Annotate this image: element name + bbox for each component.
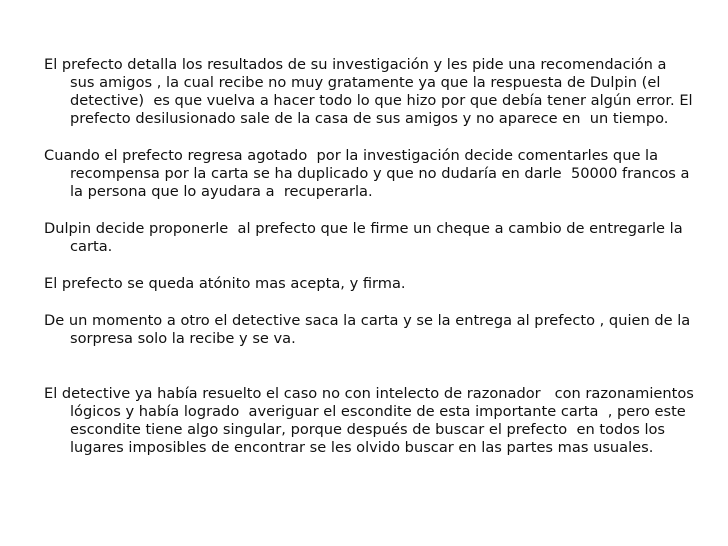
paragraph-dulpin-proposal: Dulpin decide proponerle al prefecto que le firme un cheque a cambio de entregarle la carta. bbox=[44, 220, 688, 255]
paragraph-prefect-returns: Cuando el prefecto regresa agotado por la investigación decide comentarles que la recompensa por la carta se ha duplicado y que no dudaría en darle 50000 francos a la persona que lo ayudara a recuperarla. bbox=[44, 147, 695, 200]
slide-body bbox=[44, 56, 699, 457]
paragraph-prefect-accepts: El prefecto se queda atónito mas acepta, y firma. bbox=[44, 275, 406, 292]
paragraph-letter-handed-over: De un momento a otro el detective saca la carta y se la entrega al prefecto , quien de la sorpresa solo la recibe y se va. bbox=[44, 312, 695, 347]
paragraph-case-resolution: El detective ya había resuelto el caso no con intelecto de razonador con razonamientos lógicos y había logrado averiguar el escondite de esta importante carta , pero este escondite tiene algo singular, porque después de buscar el prefecto en todos los lugares imposibles de encontrar se les olvido buscar en las partes mas usuales. bbox=[44, 385, 699, 456]
paragraph-prefect-report: El prefecto detalla los resultados de su investigación y les pide una recomendación a sus amigos , la cual recibe no muy gratamente ya que la respuesta de Dulpin (el detective) es que vuelva a hacer todo lo que hizo por que debía tener algún error. El prefecto desilusionado sale de la casa de sus amigos y no aparece en un tiempo. bbox=[44, 56, 698, 127]
